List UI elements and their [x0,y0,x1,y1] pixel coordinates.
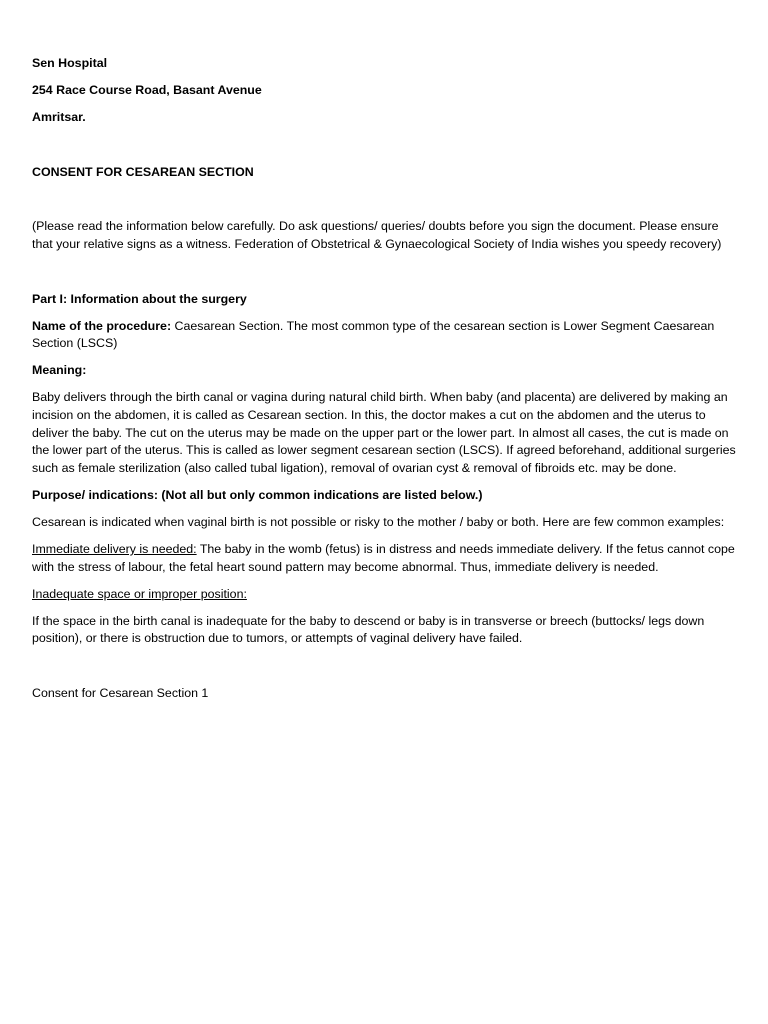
part1-heading: Part I: Information about the surgery [32,291,247,306]
hospital-city: Amritsar. [32,110,86,125]
page-footer: Consent for Cesarean Section 1 [32,686,209,701]
inadequate-space-paragraph: If the space in the birth canal is inadequate for the baby to descend or baby is in transverse or breech (buttocks/ legs down position), or there is obstruction due to tumors, or attempts of vaginal delivery have failed. [32,613,705,646]
hospital-name: Sen Hospital [32,56,108,70]
document-title: CONSENT FOR CESAREAN SECTION [32,164,254,179]
purpose-intro: Cesarean is indicated when vaginal birth is not possible or risky to the mother / baby or both. Here are few common examples: [32,515,725,529]
inadequate-space-label: Inadequate space or improper position: [32,586,247,601]
meaning-label: Meaning: [32,363,87,378]
immediate-delivery-paragraph [32,541,736,576]
procedure-text: Caesarean Section. The most common type of the cesarean section is Lower Segment Caesarean Section (LSCS) [32,318,715,351]
immediate-delivery-label: Immediate delivery is needed: [32,542,197,557]
procedure-label: Name of the procedure: [32,318,172,333]
procedure-paragraph [32,318,736,353]
immediate-delivery-text: The baby in the womb (fetus) is in distress and needs immediate delivery. If the fetus cannot cope with the stress of labour, the fetal heart sound pattern may become abnormal. Thus, immediate delivery is needed. [32,542,735,574]
purpose-heading: Purpose/ indications: (Not all but only common indications are listed below.) [32,487,483,502]
intro-paragraph: (Please read the information below carefully. Do ask questions/ queries/ doubts before you sign the document. Please ensure that your relative signs as a witness. Federation of Obstetrical & Gynaecological Society of India wishes you speedy recovery) [32,219,722,251]
hospital-address: 254 Race Course Road, Basant Avenue [32,83,262,98]
meaning-paragraph: Baby delivers through the birth canal or vagina during natural child birth. When baby (and placenta) are delivered by making an incision on the abdomen, it is called as Cesarean section. In this, the doctor makes a cut on the abdomen and the uterus to deliver the baby. The cut on the uterus may be made on the upper part or the lower part. In almost all cases, the cut is made on the lower part of the uterus. This is called as lower segment cesarean section (LSCS). If agreed beforehand, additional surgeries such as female sterilization (also called tubal ligation), removal of ovarian cyst & removal of fibroids etc. may be done. [32,390,736,475]
